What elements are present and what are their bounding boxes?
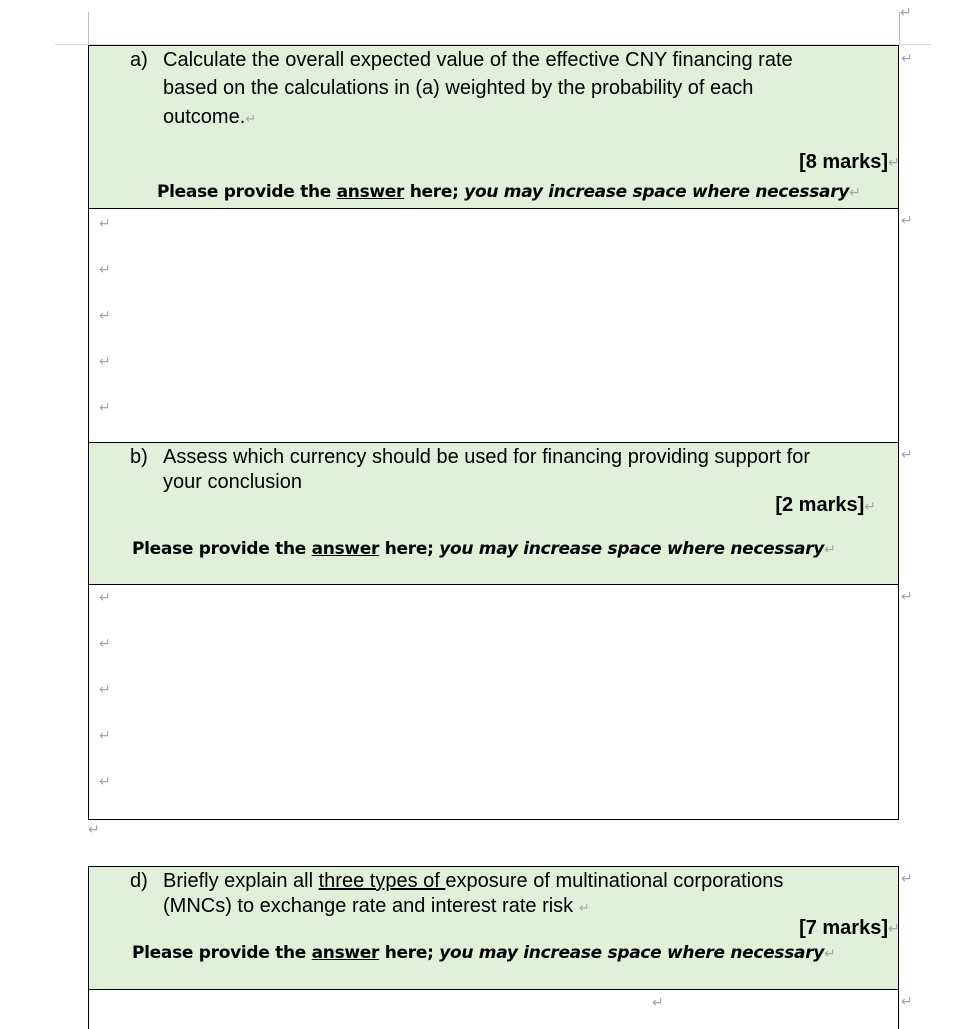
empty-paragraph-mark: ↵ [99,354,111,370]
question-a-marks: [8 marks] [799,151,888,173]
empty-paragraph-mark: ↵ [99,262,111,278]
question-a-box [88,45,899,209]
question-b-marks: [2 marks]↵ [775,494,876,516]
empty-paragraph-mark: ↵ [99,590,111,606]
pilcrow-mark: ↵ [900,5,912,21]
question-b-instruction: Please provide the answer here; you may increase space where necessary↵ [132,539,836,559]
question-d-box [88,866,899,990]
question-b-letter: b) [130,446,148,468]
row-end-mark: ↵ [901,51,913,67]
question-d-instruction: Please provide the answer here; you may increase space where necessary↵ [132,943,836,963]
question-a-letter: a) [130,49,148,71]
question-a-line-2: based on the calculations in (a) weighted by the probability of each [163,77,754,99]
empty-paragraph-mark: ↵ [99,774,111,790]
empty-paragraph-mark: ↵ [99,400,111,416]
question-b-box [88,442,899,585]
empty-paragraph-mark: ↵ [99,636,111,652]
row-end-mark: ↵ [901,447,913,463]
question-a-line-3: outcome.↵ [163,106,257,128]
question-a-instruction: Please provide the answer here; you may increase space where necessary↵ [157,182,861,202]
row-end-mark: ↵ [888,155,900,171]
top-margin-guide-left [88,12,89,45]
empty-paragraph-mark: ↵ [88,822,100,838]
empty-paragraph-mark: ↵ [99,308,111,324]
empty-paragraph-mark: ↵ [99,682,111,698]
question-d-line-2: (MNCs) to exchange rate and interest rate risk ↵ [163,895,590,917]
row-end-mark: ↵ [901,994,913,1010]
row-end-mark: ↵ [901,213,913,229]
answer-area-b[interactable] [88,584,899,820]
question-d-marks: [7 marks] [799,917,888,939]
empty-paragraph-mark: ↵ [652,995,664,1011]
empty-paragraph-mark: ↵ [99,728,111,744]
question-b-line-1: Assess which currency should be used for financing providing support for [163,446,811,468]
row-end-mark: ↵ [901,871,913,887]
empty-paragraph-mark: ↵ [99,216,111,232]
question-d-letter: d) [130,870,148,892]
question-a-line-1: Calculate the overall expected value of the effective CNY financing rate [163,49,793,71]
answer-area-a[interactable] [88,208,899,443]
answer-area-d[interactable] [88,989,899,1029]
question-b-line-2: your conclusion [163,471,302,493]
question-d-line-1: Briefly explain all three types of exposure of multinational corporations [163,870,784,892]
row-end-mark: ↵ [901,589,913,605]
row-end-mark: ↵ [888,921,900,937]
